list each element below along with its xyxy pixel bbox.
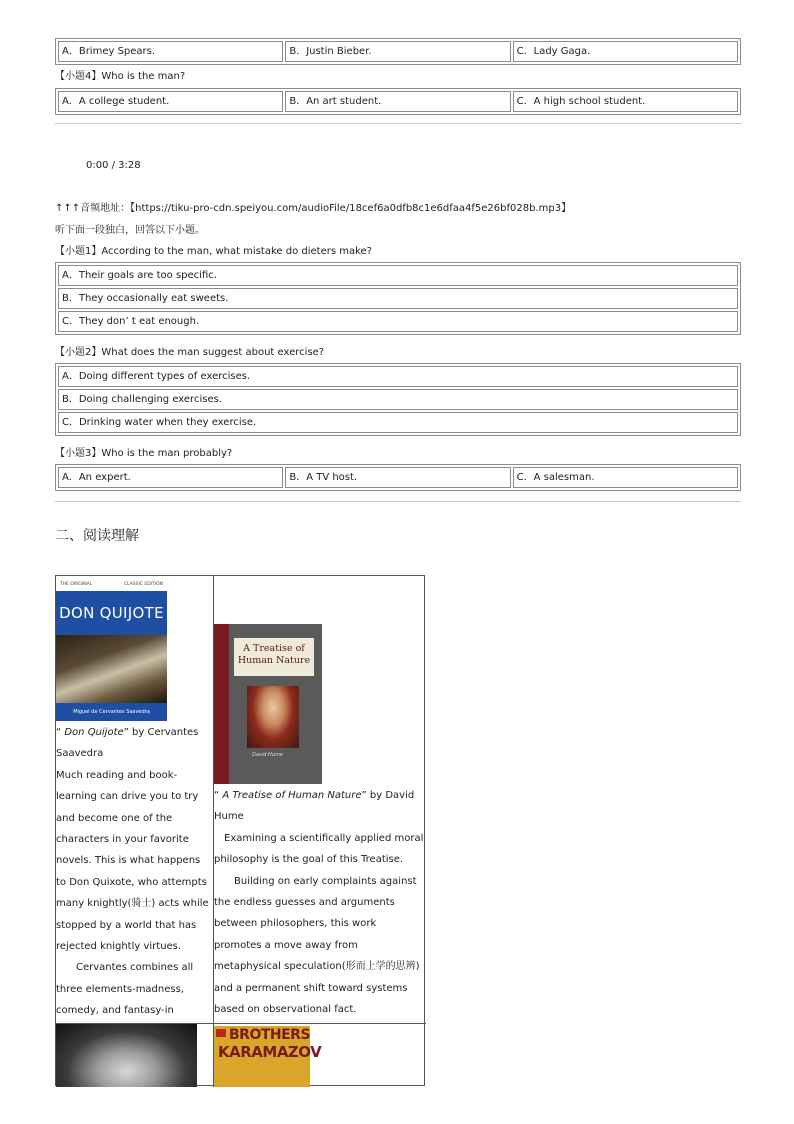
cover-portrait [247, 686, 299, 748]
portrait-photo [56, 1024, 197, 1087]
option-a[interactable]: A．Doing different types of exercises. [58, 366, 738, 387]
reading-table [55, 575, 425, 1086]
karamazov-cover [214, 1026, 322, 1087]
cover-title: A Treatise of Human Nature [234, 638, 314, 676]
cell-don-quijote [56, 576, 213, 1023]
option-a[interactable]: A．An expert. [58, 467, 283, 488]
audio-address: ↑↑↑音频地址：【https://tiku-pro-cdn.speiyou.com/audioFile/18cef6a0dfb8c1e6dfaa4f5e26bf028b.mp3】 [55, 203, 572, 214]
option-b[interactable]: B．Doing challenging exercises. [58, 389, 738, 410]
book-caption: “ A Treatise of Human Nature” by David Hume [214, 790, 415, 823]
options-table-q1 [55, 262, 741, 335]
don-quijote-text [56, 722, 211, 1065]
option-a[interactable]: A．Brimey Spears. [58, 41, 283, 62]
question-2: 【小题2】What does the man suggest about exercise? [55, 347, 325, 358]
audio-time[interactable]: 0:00 / 3:28 [86, 160, 141, 171]
book-title: Don Quijote [64, 727, 124, 738]
options-table-q3 [55, 38, 741, 65]
cell-photo [56, 1024, 213, 1087]
book-description: Much reading and book-learning can drive you to try and become one of the characters in your favorite novels. This is what happens to Don Quixote, who attempts many knightly(骑士) acts while stopped by a world that has rejected knightly virtues. [56, 769, 209, 953]
divider [55, 123, 741, 124]
cover-title-line1: BROTHERS [229, 1027, 311, 1043]
treatise-text [214, 785, 425, 1020]
cover-author: David Hume [252, 752, 283, 758]
option-b[interactable]: B．They occasionally eat sweets. [58, 288, 738, 309]
option-c[interactable]: C．A salesman. [513, 467, 738, 488]
option-c[interactable]: C．They don’ t eat enough. [58, 311, 738, 332]
book-description: Cervantes combines all three elements-madness, comedy, and fantasy-in [56, 962, 194, 1017]
cover-title: DON QUIJOTE [56, 591, 167, 635]
option-b[interactable]: B．An art student. [285, 91, 510, 112]
book-description: Building on early complaints against the endless guesses and arguments between philosophers, this work promotes a move away from metaphysical speculation(形而上学的思辨) and a permanent shift toward systems based on observational fact. [214, 875, 420, 1016]
divider [55, 501, 741, 502]
book-caption: “ Don Quijote” by Cervantes Saavedra [56, 727, 199, 760]
treatise-cover [214, 624, 322, 784]
cover-title-line2: KARAMAZOV [218, 1043, 322, 1061]
options-table-q3b [55, 464, 741, 491]
book-description: Examining a scientifically applied moral philosophy is the goal of this Treatise. [214, 832, 424, 866]
question-1: 【小题1】According to the man, what mistake do dieters make? [55, 246, 372, 257]
option-c[interactable]: C．Lady Gaga. [513, 41, 738, 62]
cover-painting [56, 635, 167, 703]
option-a[interactable]: A．A college student. [58, 91, 283, 112]
question-4: 【小题4】Who is the man? [55, 71, 186, 82]
don-quijote-cover: THE ORIGINAL CLASSIC EDITION DON QUIJOTE Miguel de Cervantes Saavedra [56, 578, 167, 721]
options-table-q4 [55, 88, 741, 115]
options-table-q2 [55, 363, 741, 436]
option-c[interactable]: C．Drinking water when they exercise. [58, 412, 738, 433]
option-b[interactable]: B．A TV host. [285, 467, 510, 488]
option-c[interactable]: C．A high school student. [513, 91, 738, 112]
instruction: 听下面一段独白，回答以下小题。 [55, 225, 205, 236]
option-a[interactable]: A．Their goals are too specific. [58, 265, 738, 286]
option-b[interactable]: B．Justin Bieber. [285, 41, 510, 62]
book-title: A Treatise of Human Nature [222, 790, 362, 801]
question-3: 【小题3】Who is the man probably? [55, 448, 233, 459]
cover-author: Miguel de Cervantes Saavedra [56, 703, 167, 721]
cell-karamazov [214, 1024, 425, 1087]
section-title: 二、阅读理解 [55, 528, 139, 544]
